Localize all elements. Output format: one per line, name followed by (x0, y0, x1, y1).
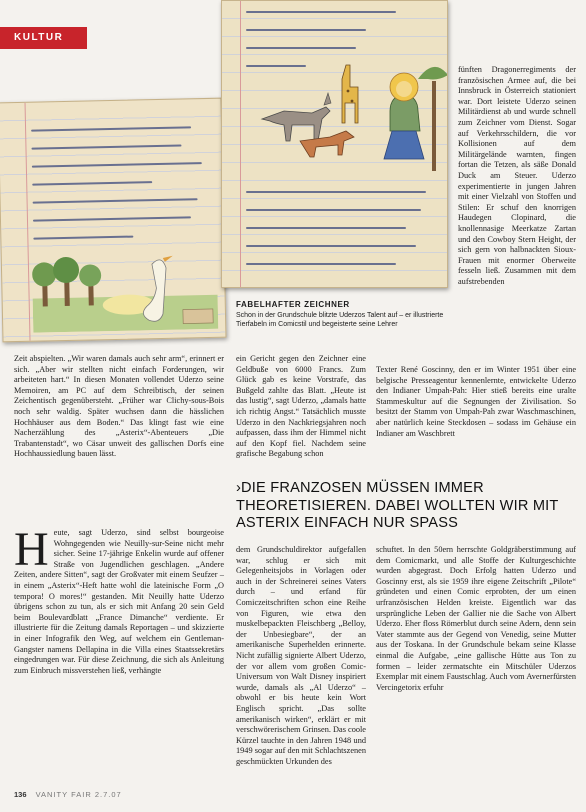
paragraph: schuftet. In den 50ern herrschte Goldgräberstimmung auf dem Comicmarkt, und alle Stoffe der Kulturgeschichte wurden abgegrast. Doch Erfolg hatten Uderzo und Goscinny erst, als sie 1959 ihre eigene Zeitschrift „Pilote“ gründeten und einen Comic erprobten, der um einen urfranzösischen Helden kreiste. Eigentlich war das ursprüngliche Leben der Gallier nie die Sache von Albert Uderzo. Eher floss Römerblut durch seine Adern, denn sein Vater stammte aus der Gegend von Venedig, seine Mutter aus der Toskana. In der Grundschule bekam seine Klasse einmal die Aufgabe, „eine gallische Hütte aus Ton zu formen – leider zermatschte ein Mitschüler Uderzos Exemplar mit einem Faustschlag. Auch vom Avernerfürsten Vercingetorix erfuhr (376, 545, 576, 692)
paragraph-text: eute, sagt Uderzo, sind selbst bourgeoise Wohngegenden wie Neuilly-sur-Seine nicht mehr sicher. Seine 17-jährige Enkelin wurde auf offener Straße von Jugendlichen geschlagen. „Andere Zeiten, andere Sitten“, sagt der Großvater mit einem Seufzer – in einem „Asterix“-Heft hatte wohl die lateinische Form „O tempora! O mores!“ gestanden. Mit Neuilly hatte Uderzo übrigens schon zu tun, als er sich mit Anfang 20 sein Geld beim Boulevardblatt „France Dimanche“ verdiente. Er illustrierte für die Zeitung damals Reportagen – und skizzierte in einer Infografik den Weg, auf welchem ein Gentleman-Gangster namens Dellapina in die Villa eines Staatssekretärs eingedrungen war. Für diese Zeichnung, die sich als Anleitung zum Einbruch missverstehen ließ, verhängte (14, 528, 224, 675)
paragraph: Zeit abspielten. „Wir waren damals auch sehr arm“, erinnert er sich. „Aber wir stellten nicht einfach Forderungen, wir arbeiteten hart.“ In diesen Monaten vollendet Uderzo seine Memoiren, am PC auf dem Schreibtisch, der seinen Zeichentisch gegenübersteht. „Früher war Clichy-sous-Bois noch sehr waldig. Später wuchsen dann die hässlichen Hochhäuser aus dem Boden.“ Das klingt fast wie eine Nacherzählung des „Asterix“-Abenteuers „Die Trabantenstadt“, wo Cäsar unweit des gallischen Dorfs eine Hochhaussiedlung bauen lässt. (14, 354, 224, 459)
section-tag: KULTUR (0, 27, 87, 49)
magazine-name: VANITY FAIR 2.7.07 (35, 790, 122, 799)
column-right-bottom (376, 545, 576, 783)
swan-landscape-drawing (32, 249, 219, 333)
drop-cap: H (14, 528, 49, 576)
column-center-mid (236, 354, 366, 470)
column-left-bottom (14, 528, 224, 783)
column-right-top (458, 65, 576, 365)
notebook-page-right (221, 0, 448, 288)
paragraph: dem Grundschuldirektor aufgefallen war, schlug er sich mit Gelegenheitsjobs in Vorlagen oder auch in der Schreinerei seines Vaters durch – und erfand für Comiczeitschriften schon eine Reihe von Figuren, wie etwa den muskelbepackten Fleischberg „Belloy, der Unbesiegbare“, der an amerikanische Superhelden erinnerte. Nicht zufällig signierte Albert Uderzo, der vor allem vom großen Comic-Universum von Walt Disney inspiriert wurde, damals als „Al Uderzo“ – obwohl er bis heute kein Wort Englisch spricht. „Das sollte amerikanisch wirken“, erklärt er mit verschwörerischem Grinsen. Das coole Kürzel tauchte in den Jahren 1948 und 1949 sogar auf den mit Schlachtszenen geschmückten Urkunden des (236, 545, 366, 766)
notebook-page-left (0, 98, 226, 343)
pull-quote: ›DIE FRANZOSEN MÜSSEN IMMER THEORETISIEREN. DABEI WOLLTEN WIR MIT ASTERIX EINFACH NUR SPASS (236, 480, 559, 531)
paragraph: fünften Dragonerregiments der französischen Armee auf, die bei Innsbruck in Österreich stationiert war. Dort leistete Uderzo seinen Militärdienst ab und wurde schnell zum Zeichner vom Dienst. Sogar auf Verkehrsschildern, die vor Kollisionen auf dem Militärgelände warnten, fingen fortan die Tetzen, als säße Donald Duck am Steuer. Uderzo experimentierte in jungen Jahren mit einer Vielzahl von Stoffen und Stilen: Er schuf den knorrigen Haudegen Clopinard, die knollennasige Meerkatze Zartan und den Cowboy Stern Height, der sich gern von halbnackten Sioux-Frauen mit enormer Oberweite fesseln ließ. Zusammen mit dem aufstrebenden (458, 65, 576, 286)
caption-title: FABELHAFTER ZEICHNER (236, 300, 350, 309)
paragraph: Texter René Goscinny, den er im Winter 1951 über eine belgische Presseagentur kennenlernte, entwickelte Uderzo den Indianer Umpah-Pah: Hier stieß bereits eine uralte Stammeskultur auf die Segnungen der Zivilisation. So besitzt der Stamm von Umpah-Pah zwar Waschmaschinen, aber natürlich keine Steckdosen – sodass im Gehäuse ein Indianer am Waschbrett (376, 365, 576, 438)
paragraph (14, 528, 224, 676)
animal-fable-drawing (242, 61, 447, 186)
column-right-mid (376, 365, 576, 470)
page-footer (14, 790, 122, 799)
figure-caption (236, 300, 451, 329)
caption-text: Schon in der Grundschule blitzte Uderzos Talent auf – er illustrierte Tierfabeln im Comicstil und begeisterte seine Lehrer (236, 312, 444, 328)
column-center-bottom (236, 545, 366, 783)
page-number: 136 (14, 790, 27, 799)
column-left-mid (14, 354, 224, 470)
paragraph: ein Gericht gegen den Zeichner eine Geldbuße von 6000 Francs. Zum Glück gab es keine Vorstrafe, das Bußgeld zahlte das Blatt. „Heute ist das lustig“, sagt Uderzo, „damals hatte ich richtig Angst.“ Tatsächlich musste Uderzo in den Nachkriegsjahren noch aufpassen, dass ihm der Himmel nicht auf den Kopf fiel. Nachdem seine grafische Begabung schon (236, 354, 366, 459)
